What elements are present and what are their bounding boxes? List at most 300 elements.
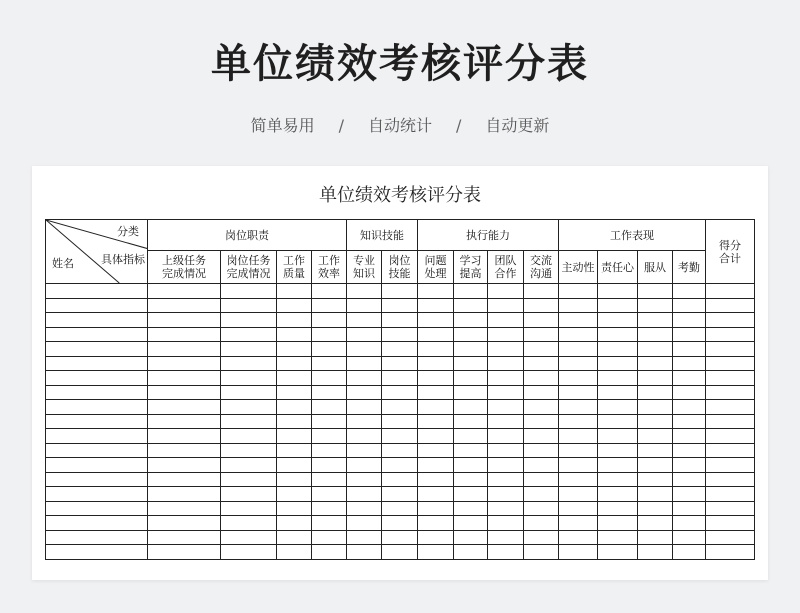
score-cell[interactable] bbox=[382, 327, 418, 342]
score-cell[interactable] bbox=[559, 472, 598, 487]
score-cell[interactable] bbox=[598, 284, 638, 299]
score-cell[interactable] bbox=[347, 385, 382, 400]
score-cell[interactable] bbox=[418, 458, 454, 473]
name-cell[interactable] bbox=[46, 472, 148, 487]
score-cell[interactable] bbox=[418, 298, 454, 313]
score-cell[interactable] bbox=[673, 414, 706, 429]
score-cell[interactable] bbox=[454, 313, 488, 328]
score-cell[interactable] bbox=[312, 487, 347, 502]
score-cell[interactable] bbox=[598, 501, 638, 516]
score-cell[interactable] bbox=[347, 342, 382, 357]
name-cell[interactable] bbox=[46, 545, 148, 560]
score-cell[interactable] bbox=[454, 385, 488, 400]
score-cell[interactable] bbox=[598, 298, 638, 313]
score-cell[interactable] bbox=[221, 487, 277, 502]
score-cell[interactable] bbox=[559, 530, 598, 545]
score-cell[interactable] bbox=[221, 545, 277, 560]
score-cell[interactable] bbox=[347, 429, 382, 444]
score-cell[interactable] bbox=[382, 530, 418, 545]
score-cell[interactable] bbox=[638, 429, 673, 444]
score-cell[interactable] bbox=[454, 516, 488, 531]
score-cell[interactable] bbox=[598, 414, 638, 429]
name-cell[interactable] bbox=[46, 327, 148, 342]
score-cell[interactable] bbox=[382, 487, 418, 502]
score-cell[interactable] bbox=[277, 356, 312, 371]
score-cell[interactable] bbox=[382, 400, 418, 415]
score-cell[interactable] bbox=[418, 443, 454, 458]
score-cell[interactable] bbox=[524, 429, 559, 444]
score-cell[interactable] bbox=[312, 356, 347, 371]
score-cell[interactable] bbox=[706, 501, 755, 516]
score-cell[interactable] bbox=[312, 516, 347, 531]
score-cell[interactable] bbox=[706, 284, 755, 299]
score-cell[interactable] bbox=[148, 429, 221, 444]
score-cell[interactable] bbox=[454, 501, 488, 516]
score-cell[interactable] bbox=[312, 414, 347, 429]
score-cell[interactable] bbox=[347, 472, 382, 487]
score-cell[interactable] bbox=[277, 371, 312, 386]
score-cell[interactable] bbox=[598, 327, 638, 342]
score-cell[interactable] bbox=[382, 443, 418, 458]
score-cell[interactable] bbox=[598, 371, 638, 386]
score-cell[interactable] bbox=[638, 385, 673, 400]
score-cell[interactable] bbox=[706, 429, 755, 444]
name-cell[interactable] bbox=[46, 516, 148, 531]
name-cell[interactable] bbox=[46, 385, 148, 400]
score-cell[interactable] bbox=[598, 342, 638, 357]
score-cell[interactable] bbox=[347, 400, 382, 415]
name-cell[interactable] bbox=[46, 342, 148, 357]
score-cell[interactable] bbox=[277, 327, 312, 342]
score-cell[interactable] bbox=[312, 530, 347, 545]
score-cell[interactable] bbox=[673, 487, 706, 502]
score-cell[interactable] bbox=[347, 371, 382, 386]
score-cell[interactable] bbox=[559, 501, 598, 516]
score-cell[interactable] bbox=[418, 327, 454, 342]
score-cell[interactable] bbox=[559, 298, 598, 313]
score-cell[interactable] bbox=[673, 385, 706, 400]
score-cell[interactable] bbox=[418, 371, 454, 386]
score-cell[interactable] bbox=[524, 530, 559, 545]
score-cell[interactable] bbox=[559, 545, 598, 560]
score-cell[interactable] bbox=[454, 371, 488, 386]
score-cell[interactable] bbox=[277, 443, 312, 458]
score-cell[interactable] bbox=[488, 487, 524, 502]
name-cell[interactable] bbox=[46, 487, 148, 502]
score-cell[interactable] bbox=[559, 313, 598, 328]
score-cell[interactable] bbox=[488, 443, 524, 458]
score-cell[interactable] bbox=[277, 516, 312, 531]
score-cell[interactable] bbox=[706, 371, 755, 386]
score-cell[interactable] bbox=[638, 342, 673, 357]
score-cell[interactable] bbox=[277, 385, 312, 400]
score-cell[interactable] bbox=[221, 443, 277, 458]
score-cell[interactable] bbox=[347, 501, 382, 516]
score-cell[interactable] bbox=[706, 516, 755, 531]
score-cell[interactable] bbox=[488, 458, 524, 473]
score-cell[interactable] bbox=[454, 298, 488, 313]
score-cell[interactable] bbox=[598, 429, 638, 444]
score-cell[interactable] bbox=[221, 327, 277, 342]
score-cell[interactable] bbox=[673, 472, 706, 487]
score-cell[interactable] bbox=[148, 356, 221, 371]
score-cell[interactable] bbox=[638, 313, 673, 328]
score-cell[interactable] bbox=[148, 414, 221, 429]
name-cell[interactable] bbox=[46, 501, 148, 516]
score-cell[interactable] bbox=[559, 400, 598, 415]
score-cell[interactable] bbox=[221, 501, 277, 516]
score-cell[interactable] bbox=[488, 385, 524, 400]
score-cell[interactable] bbox=[559, 371, 598, 386]
score-cell[interactable] bbox=[312, 284, 347, 299]
score-cell[interactable] bbox=[148, 327, 221, 342]
score-cell[interactable] bbox=[598, 530, 638, 545]
score-cell[interactable] bbox=[347, 284, 382, 299]
score-cell[interactable] bbox=[347, 458, 382, 473]
score-cell[interactable] bbox=[221, 385, 277, 400]
score-cell[interactable] bbox=[277, 429, 312, 444]
score-cell[interactable] bbox=[706, 545, 755, 560]
name-cell[interactable] bbox=[46, 530, 148, 545]
score-cell[interactable] bbox=[673, 400, 706, 415]
score-cell[interactable] bbox=[638, 458, 673, 473]
score-cell[interactable] bbox=[347, 298, 382, 313]
score-cell[interactable] bbox=[221, 472, 277, 487]
score-cell[interactable] bbox=[488, 284, 524, 299]
score-cell[interactable] bbox=[148, 313, 221, 328]
score-cell[interactable] bbox=[418, 342, 454, 357]
score-cell[interactable] bbox=[148, 284, 221, 299]
score-cell[interactable] bbox=[277, 545, 312, 560]
score-cell[interactable] bbox=[598, 516, 638, 531]
score-cell[interactable] bbox=[706, 487, 755, 502]
score-cell[interactable] bbox=[454, 400, 488, 415]
score-cell[interactable] bbox=[454, 429, 488, 444]
score-cell[interactable] bbox=[382, 298, 418, 313]
score-cell[interactable] bbox=[312, 545, 347, 560]
score-cell[interactable] bbox=[312, 371, 347, 386]
score-cell[interactable] bbox=[598, 400, 638, 415]
name-cell[interactable] bbox=[46, 429, 148, 444]
score-cell[interactable] bbox=[598, 487, 638, 502]
score-cell[interactable] bbox=[148, 545, 221, 560]
name-cell[interactable] bbox=[46, 414, 148, 429]
score-cell[interactable] bbox=[312, 501, 347, 516]
score-cell[interactable] bbox=[638, 530, 673, 545]
score-cell[interactable] bbox=[382, 313, 418, 328]
score-cell[interactable] bbox=[524, 327, 559, 342]
score-cell[interactable] bbox=[148, 298, 221, 313]
score-cell[interactable] bbox=[148, 530, 221, 545]
score-cell[interactable] bbox=[454, 414, 488, 429]
score-cell[interactable] bbox=[559, 342, 598, 357]
score-cell[interactable] bbox=[382, 501, 418, 516]
score-cell[interactable] bbox=[638, 327, 673, 342]
score-cell[interactable] bbox=[673, 501, 706, 516]
score-cell[interactable] bbox=[638, 400, 673, 415]
score-cell[interactable] bbox=[488, 530, 524, 545]
score-cell[interactable] bbox=[221, 414, 277, 429]
score-cell[interactable] bbox=[488, 516, 524, 531]
score-cell[interactable] bbox=[488, 414, 524, 429]
score-cell[interactable] bbox=[524, 356, 559, 371]
score-cell[interactable] bbox=[277, 284, 312, 299]
score-cell[interactable] bbox=[418, 414, 454, 429]
score-cell[interactable] bbox=[221, 530, 277, 545]
score-cell[interactable] bbox=[638, 356, 673, 371]
score-cell[interactable] bbox=[312, 472, 347, 487]
name-cell[interactable] bbox=[46, 400, 148, 415]
score-cell[interactable] bbox=[559, 385, 598, 400]
score-cell[interactable] bbox=[559, 284, 598, 299]
score-cell[interactable] bbox=[559, 458, 598, 473]
score-cell[interactable] bbox=[488, 472, 524, 487]
score-cell[interactable] bbox=[488, 429, 524, 444]
score-cell[interactable] bbox=[559, 356, 598, 371]
score-cell[interactable] bbox=[706, 472, 755, 487]
score-cell[interactable] bbox=[488, 342, 524, 357]
score-cell[interactable] bbox=[559, 516, 598, 531]
score-cell[interactable] bbox=[418, 400, 454, 415]
score-cell[interactable] bbox=[454, 545, 488, 560]
score-cell[interactable] bbox=[454, 284, 488, 299]
score-cell[interactable] bbox=[706, 443, 755, 458]
score-cell[interactable] bbox=[706, 342, 755, 357]
score-cell[interactable] bbox=[347, 356, 382, 371]
score-cell[interactable] bbox=[148, 342, 221, 357]
score-cell[interactable] bbox=[454, 530, 488, 545]
score-cell[interactable] bbox=[706, 530, 755, 545]
score-cell[interactable] bbox=[418, 487, 454, 502]
score-cell[interactable] bbox=[524, 545, 559, 560]
score-cell[interactable] bbox=[598, 385, 638, 400]
score-cell[interactable] bbox=[454, 472, 488, 487]
score-cell[interactable] bbox=[382, 516, 418, 531]
score-cell[interactable] bbox=[524, 298, 559, 313]
score-cell[interactable] bbox=[559, 443, 598, 458]
score-cell[interactable] bbox=[524, 443, 559, 458]
score-cell[interactable] bbox=[148, 501, 221, 516]
score-cell[interactable] bbox=[524, 385, 559, 400]
score-cell[interactable] bbox=[559, 429, 598, 444]
score-cell[interactable] bbox=[598, 356, 638, 371]
score-cell[interactable] bbox=[382, 284, 418, 299]
score-cell[interactable] bbox=[347, 487, 382, 502]
score-cell[interactable] bbox=[706, 327, 755, 342]
score-cell[interactable] bbox=[454, 443, 488, 458]
score-cell[interactable] bbox=[221, 371, 277, 386]
score-cell[interactable] bbox=[454, 342, 488, 357]
score-cell[interactable] bbox=[312, 443, 347, 458]
score-cell[interactable] bbox=[382, 429, 418, 444]
score-cell[interactable] bbox=[347, 443, 382, 458]
score-cell[interactable] bbox=[221, 400, 277, 415]
score-cell[interactable] bbox=[524, 501, 559, 516]
score-cell[interactable] bbox=[524, 516, 559, 531]
score-cell[interactable] bbox=[524, 371, 559, 386]
name-cell[interactable] bbox=[46, 284, 148, 299]
score-cell[interactable] bbox=[312, 342, 347, 357]
score-cell[interactable] bbox=[277, 487, 312, 502]
score-cell[interactable] bbox=[347, 516, 382, 531]
score-cell[interactable] bbox=[312, 313, 347, 328]
score-cell[interactable] bbox=[312, 327, 347, 342]
score-cell[interactable] bbox=[638, 414, 673, 429]
score-cell[interactable] bbox=[638, 284, 673, 299]
score-cell[interactable] bbox=[706, 356, 755, 371]
score-cell[interactable] bbox=[454, 356, 488, 371]
score-cell[interactable] bbox=[277, 342, 312, 357]
score-cell[interactable] bbox=[277, 414, 312, 429]
score-cell[interactable] bbox=[221, 458, 277, 473]
score-cell[interactable] bbox=[221, 516, 277, 531]
score-cell[interactable] bbox=[454, 458, 488, 473]
score-cell[interactable] bbox=[221, 356, 277, 371]
score-cell[interactable] bbox=[488, 545, 524, 560]
score-cell[interactable] bbox=[524, 472, 559, 487]
score-cell[interactable] bbox=[312, 400, 347, 415]
score-cell[interactable] bbox=[221, 313, 277, 328]
score-cell[interactable] bbox=[598, 545, 638, 560]
score-cell[interactable] bbox=[673, 342, 706, 357]
score-cell[interactable] bbox=[382, 356, 418, 371]
score-cell[interactable] bbox=[524, 414, 559, 429]
score-cell[interactable] bbox=[673, 516, 706, 531]
score-cell[interactable] bbox=[277, 501, 312, 516]
score-cell[interactable] bbox=[418, 429, 454, 444]
score-cell[interactable] bbox=[706, 458, 755, 473]
score-cell[interactable] bbox=[418, 284, 454, 299]
score-cell[interactable] bbox=[454, 487, 488, 502]
score-cell[interactable] bbox=[221, 284, 277, 299]
score-cell[interactable] bbox=[673, 371, 706, 386]
score-cell[interactable] bbox=[418, 545, 454, 560]
score-cell[interactable] bbox=[488, 313, 524, 328]
score-cell[interactable] bbox=[524, 284, 559, 299]
score-cell[interactable] bbox=[673, 443, 706, 458]
score-cell[interactable] bbox=[454, 327, 488, 342]
score-cell[interactable] bbox=[418, 516, 454, 531]
score-cell[interactable] bbox=[347, 530, 382, 545]
score-cell[interactable] bbox=[488, 400, 524, 415]
score-cell[interactable] bbox=[148, 400, 221, 415]
score-cell[interactable] bbox=[488, 327, 524, 342]
name-cell[interactable] bbox=[46, 443, 148, 458]
score-cell[interactable] bbox=[673, 298, 706, 313]
score-cell[interactable] bbox=[673, 429, 706, 444]
score-cell[interactable] bbox=[418, 313, 454, 328]
score-cell[interactable] bbox=[312, 429, 347, 444]
name-cell[interactable] bbox=[46, 356, 148, 371]
score-cell[interactable] bbox=[418, 472, 454, 487]
score-cell[interactable] bbox=[488, 501, 524, 516]
score-cell[interactable] bbox=[673, 545, 706, 560]
score-cell[interactable] bbox=[673, 458, 706, 473]
score-cell[interactable] bbox=[638, 501, 673, 516]
score-cell[interactable] bbox=[148, 516, 221, 531]
score-cell[interactable] bbox=[488, 356, 524, 371]
score-cell[interactable] bbox=[277, 530, 312, 545]
score-cell[interactable] bbox=[312, 458, 347, 473]
score-cell[interactable] bbox=[524, 400, 559, 415]
score-cell[interactable] bbox=[277, 472, 312, 487]
score-cell[interactable] bbox=[382, 472, 418, 487]
score-cell[interactable] bbox=[277, 458, 312, 473]
score-cell[interactable] bbox=[598, 458, 638, 473]
score-cell[interactable] bbox=[524, 487, 559, 502]
score-cell[interactable] bbox=[221, 342, 277, 357]
score-cell[interactable] bbox=[673, 356, 706, 371]
score-cell[interactable] bbox=[148, 487, 221, 502]
score-cell[interactable] bbox=[382, 545, 418, 560]
score-cell[interactable] bbox=[673, 313, 706, 328]
score-cell[interactable] bbox=[382, 414, 418, 429]
score-cell[interactable] bbox=[148, 385, 221, 400]
score-cell[interactable] bbox=[638, 545, 673, 560]
score-cell[interactable] bbox=[673, 284, 706, 299]
score-cell[interactable] bbox=[221, 429, 277, 444]
score-cell[interactable] bbox=[347, 545, 382, 560]
score-cell[interactable] bbox=[418, 530, 454, 545]
score-cell[interactable] bbox=[148, 443, 221, 458]
score-cell[interactable] bbox=[347, 327, 382, 342]
score-cell[interactable] bbox=[706, 298, 755, 313]
score-cell[interactable] bbox=[524, 342, 559, 357]
score-cell[interactable] bbox=[673, 327, 706, 342]
score-cell[interactable] bbox=[673, 530, 706, 545]
name-cell[interactable] bbox=[46, 313, 148, 328]
score-cell[interactable] bbox=[706, 414, 755, 429]
score-cell[interactable] bbox=[638, 371, 673, 386]
score-cell[interactable] bbox=[524, 458, 559, 473]
score-cell[interactable] bbox=[312, 385, 347, 400]
score-cell[interactable] bbox=[148, 371, 221, 386]
score-cell[interactable] bbox=[277, 298, 312, 313]
score-cell[interactable] bbox=[559, 414, 598, 429]
score-cell[interactable] bbox=[418, 356, 454, 371]
score-cell[interactable] bbox=[488, 298, 524, 313]
score-cell[interactable] bbox=[706, 313, 755, 328]
score-cell[interactable] bbox=[382, 385, 418, 400]
score-cell[interactable] bbox=[382, 371, 418, 386]
score-cell[interactable] bbox=[598, 472, 638, 487]
score-cell[interactable] bbox=[638, 443, 673, 458]
score-cell[interactable] bbox=[148, 472, 221, 487]
score-cell[interactable] bbox=[706, 400, 755, 415]
score-cell[interactable] bbox=[277, 313, 312, 328]
score-cell[interactable] bbox=[638, 298, 673, 313]
score-cell[interactable] bbox=[559, 487, 598, 502]
score-cell[interactable] bbox=[638, 472, 673, 487]
score-cell[interactable] bbox=[598, 443, 638, 458]
score-cell[interactable] bbox=[638, 516, 673, 531]
score-cell[interactable] bbox=[488, 371, 524, 386]
score-cell[interactable] bbox=[706, 385, 755, 400]
name-cell[interactable] bbox=[46, 298, 148, 313]
score-cell[interactable] bbox=[277, 400, 312, 415]
score-cell[interactable] bbox=[638, 487, 673, 502]
score-cell[interactable] bbox=[347, 414, 382, 429]
name-cell[interactable] bbox=[46, 371, 148, 386]
name-cell[interactable] bbox=[46, 458, 148, 473]
score-cell[interactable] bbox=[312, 298, 347, 313]
score-cell[interactable] bbox=[418, 385, 454, 400]
score-cell[interactable] bbox=[598, 313, 638, 328]
score-cell[interactable] bbox=[382, 458, 418, 473]
score-cell[interactable] bbox=[559, 327, 598, 342]
score-cell[interactable] bbox=[347, 313, 382, 328]
score-cell[interactable] bbox=[148, 458, 221, 473]
